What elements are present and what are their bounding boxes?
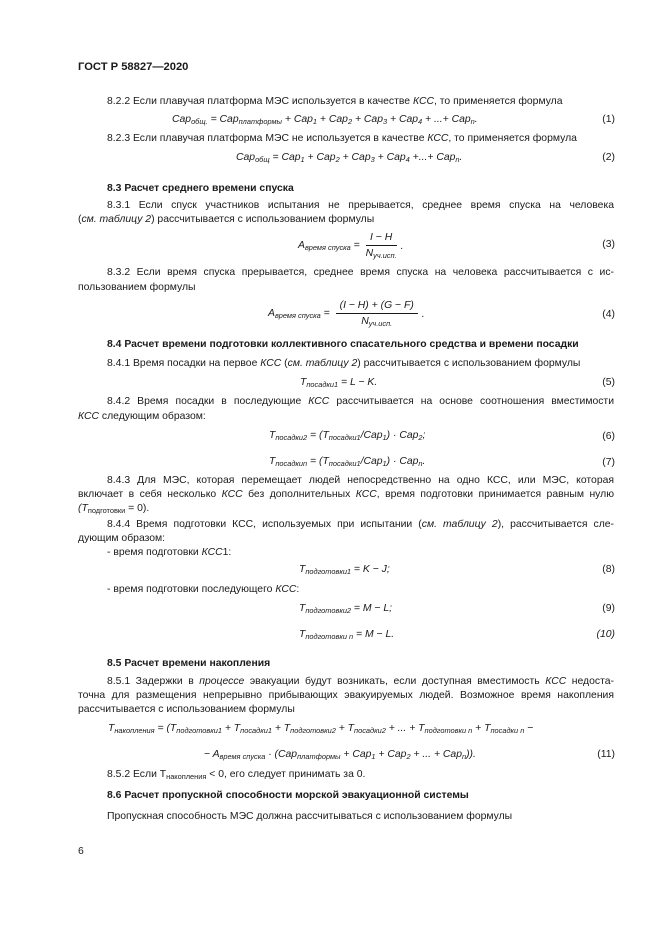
section-heading-8-3: 8.3 Расчет среднего времени спуска [107,183,294,194]
paragraph-8-3-1-line1: 8.3.1 Если спуск участников испытания не прерывается, среднее время спуска на человека [107,200,614,211]
formula-number-6: (6) [602,431,615,442]
formula-number-10: (10) [596,629,615,640]
paragraph-8-4-1: 8.4.1 Время посадки на первое КСС (см. таблицу 2) рассчитывается с использованием формулы [107,358,581,369]
paragraph-8-3-1-line2: (см. таблицу 2) рассчитывается с использованием формулы [78,214,375,225]
formula-number-9: (9) [602,603,615,614]
formula-4: $A_{время спуска}$ = $\frac{(I - H) + (G - F)}{N_{уч.исп.}}$ . [268,300,425,328]
section-heading-8-4: 8.4 Расчет времени подготовки коллективного спасательного средства и времени посадки [107,339,579,350]
formula-number-3: (3) [602,239,615,250]
formula-number-11: (11) [597,749,615,760]
paragraph-8-4-2-line1: 8.4.2 Время посадки в последующие КСС рассчитывается на основе соотношения вместимости [107,396,615,407]
formula-10: $T_{подготовки n} = M - L$. [299,629,395,641]
formula-11-line1: $T_{накопления} = (T_{подготовки1} + T_{посадки1} + T_{подготовки2} + T_{посадки2}$ + ... + $T_{подготовки n} + T_{посадки n}$ − [108,723,534,735]
formula-9: $T_{подготовки2} = M - L$; [299,603,393,615]
paragraph-8-6: Пропускная способность МЭС должна рассчитываться с использованием формулы [107,811,513,822]
formula-number-1: (1) [602,114,615,125]
paragraph-8-5-1-line2: точна для размещения непрерывно прибывающих эвакуируемых людей. Возможное время накопления [78,690,614,701]
formula-number-5: (5) [602,377,615,388]
paragraph-8-5-1-line1: 8.5.1 Задержки в процессе эвакуации будут возникать, если доступная вместимость КСС недоста- [107,676,614,687]
page-number: 6 [78,846,84,857]
formula-1: Cap$_{общ.}$ = Cap$_{платформы}$ + Cap$_1$ + Cap$_2$ + Cap$_3$ + Cap$_4$ + ...+ Cap$_n$. [172,114,478,126]
paragraph-8-4-3-line3: $(T_{подготовки} = 0)$. [78,503,150,515]
paragraph-8-2-3: 8.2.3 Если плавучая платформа МЭС не используется в качестве КСС, то применяется формула [107,133,577,144]
formula-7: $T_{посадкиn} = (T_{посадки1}/Cap_1) \cdot Cap_n$. [269,456,426,468]
paragraph-8-4-3-line1: 8.4.3 Для МЭС, которая перемещает людей непосредственно на одно КСС, или МЭС, которая [107,475,614,486]
formula-3: $A_{время спуска}$ = $\frac{I - H}{N_{уч.исп.}}$ . [298,232,404,260]
section-heading-8-5: 8.5 Расчет времени накопления [107,658,271,669]
paragraph-8-3-2-line2: пользованием формулы [78,282,196,293]
paragraph-8-3-2-line1: 8.3.2 Если время спуска прерывается, среднее время спуска на человека рассчитывается с ис- [107,267,614,278]
formula-number-8: (8) [602,564,615,575]
page-header: ГОСТ Р 58827—2020 [78,61,189,73]
list-item-1: - время подготовки КСС1: [107,547,232,558]
formula-2: Cap$_{общ}$ = Cap$_1$ + Cap$_2$ + Cap$_3$ + Cap$_4$ +...+ Cap$_n$. [236,152,463,164]
formula-11-line2: − $A_{время спуска} \cdot (Cap_{платформы} + Cap_1 + Cap_2$ + ... + Cap$_n$)). [204,749,476,761]
formula-number-2: (2) [602,152,615,163]
paragraph-8-4-4-line1: 8.4.4 Время подготовки КСС, используемых при испытании (см. таблицу 2), рассчитывается сле- [107,519,615,530]
paragraph-8-5-2: 8.5.2 Если $T_{накопления} < 0$, его следует принимать за 0. [107,769,366,781]
formula-number-4: (4) [602,309,615,320]
formula-number-7: (7) [602,457,615,468]
formula-5: $T_{посадки1} = L - K$. [300,377,378,389]
paragraph-8-4-2-line2: КСС следующим образом: [78,411,206,422]
paragraph-8-2-2: 8.2.2 Если плавучая платформа МЭС используется в качестве КСС, то применяется формула [107,96,563,107]
list-item-2: - время подготовки последующего КСС: [107,584,300,595]
paragraph-8-4-3-line2: включает в себя несколько КСС без дополнительных КСС, время подготовки принимается равным нулю [78,489,615,500]
formula-6: $T_{посадки2} = (T_{посадки1}/Cap_1) \cdot Cap_2$; [269,430,426,442]
paragraph-8-5-1-line3: рассчитывается с использованием формулы [78,704,295,715]
formula-8: $T_{подготовки1} = K - J$; [299,564,390,576]
section-heading-8-6: 8.6 Расчет пропускной способности морской эвакуационной системы [107,790,469,801]
paragraph-8-4-4-line2: дующим образом: [78,533,166,544]
